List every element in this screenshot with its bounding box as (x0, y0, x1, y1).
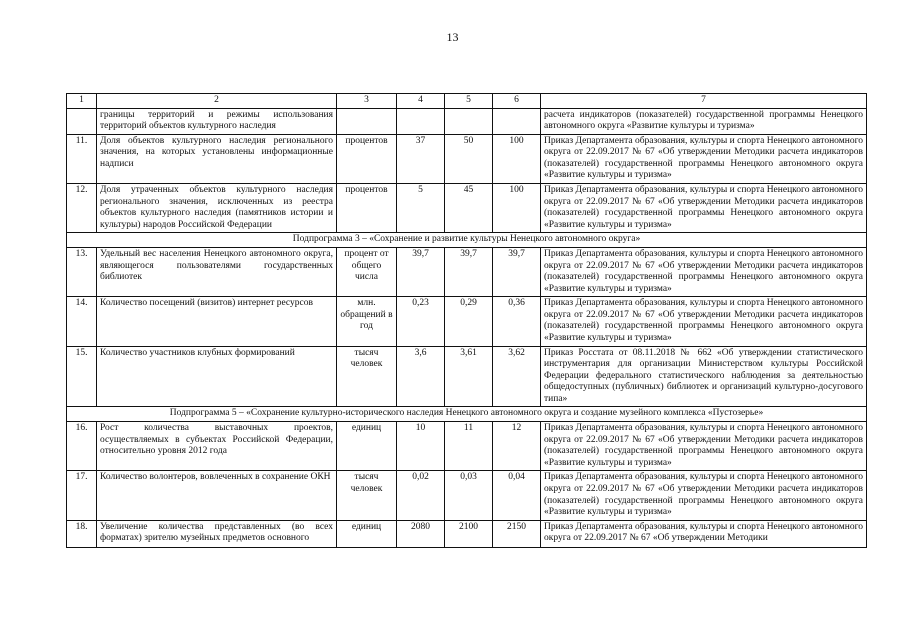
page-number: 13 (446, 30, 459, 44)
unit-cell: единиц (337, 422, 397, 471)
subprogram-row (67, 407, 867, 422)
value-cell: 12 (493, 422, 541, 471)
value-cell (445, 108, 493, 134)
value-cell: 3,62 (493, 346, 541, 407)
value-cell: 2080 (397, 520, 445, 547)
value-cell: 100 (493, 134, 541, 183)
methodology-source: Приказ Департамента образования, культуры и спорта Ненецкого автономного округа от 22.09.2017 № 67 «Об утверждении Методики расчета индикаторов (показателей) государственной программы Ненецкого автономного округа «Развитие культуры и туризма» (541, 422, 867, 471)
value-cell: 0,23 (397, 297, 445, 346)
unit-cell: тысяч человек (337, 471, 397, 520)
value-cell: 0,04 (493, 471, 541, 520)
column-header: 7 (541, 94, 867, 109)
methodology-source: Приказ Департамента образования, культуры и спорта Ненецкого автономного округа от 22.09.2017 № 67 «Об утверждении Методики расчета индикаторов (показателей) государственной программы Ненецкого автономного округа «Развитие культуры и туризма» (541, 247, 867, 296)
subprogram-title: Подпрограмма 3 – «Сохранение и развитие культуры Ненецкого автономного округа» (67, 233, 867, 248)
value-cell: 11 (445, 422, 493, 471)
row-number: 18. (67, 520, 97, 547)
unit-cell: единиц (337, 520, 397, 547)
table-row (67, 346, 867, 407)
subprogram-row (67, 233, 867, 248)
value-cell: 3,61 (445, 346, 493, 407)
row-number: 13. (67, 247, 97, 296)
table-row (67, 297, 867, 346)
methodology-source: Приказ Департамента образования, культуры и спорта Ненецкого автономного округа от 22.09.2017 № 67 «Об утверждении Методики расчета индикаторов (показателей) государственной программы Ненецкого автономного округа «Развитие культуры и туризма» (541, 297, 867, 346)
indicator-name: Количество посещений (визитов) интернет ресурсов (97, 297, 337, 346)
value-cell: 45 (445, 184, 493, 233)
table-row (67, 134, 867, 183)
value-cell: 5 (397, 184, 445, 233)
row-number: 17. (67, 471, 97, 520)
unit-cell: процентов (337, 184, 397, 233)
row-number (67, 108, 97, 134)
row-number: 12. (67, 184, 97, 233)
value-cell: 39,7 (445, 247, 493, 296)
column-header: 1 (67, 94, 97, 109)
unit-cell: тысяч человек (337, 346, 397, 407)
table-row (67, 247, 867, 296)
value-cell: 0,29 (445, 297, 493, 346)
value-cell: 0,02 (397, 471, 445, 520)
table-body (67, 108, 867, 547)
row-number: 11. (67, 134, 97, 183)
indicator-name: границы территорий и режимы использования территорий объектов культурного наследия (97, 108, 337, 134)
unit-cell: процент от общего числа (337, 247, 397, 296)
methodology-source: Приказ Департамента образования, культуры и спорта Ненецкого автономного округа от 22.09.2017 № 67 «Об утверждении Методики расчета индикаторов (показателей) государственной программы Ненецкого автономного округа «Развитие культуры и туризма» (541, 134, 867, 183)
column-header: 2 (97, 94, 337, 109)
value-cell: 2100 (445, 520, 493, 547)
indicator-name: Доля объектов культурного наследия регионального значения, на которых установлены информационные надписи (97, 134, 337, 183)
value-cell: 50 (445, 134, 493, 183)
indicator-name: Увеличение количества представленных (во всех форматах) зрителю музейных предметов основного (97, 520, 337, 547)
row-number: 14. (67, 297, 97, 346)
methodology-source: Приказ Департамента образования, культуры и спорта Ненецкого автономного округа от 22.09.2017 № 67 «Об утверждении Методики расчета индикаторов (показателей) государственной программы Ненецкого автономного округа «Развитие культуры и туризма» (541, 471, 867, 520)
value-cell: 0,36 (493, 297, 541, 346)
value-cell: 3,6 (397, 346, 445, 407)
table-row (67, 184, 867, 233)
value-cell: 39,7 (397, 247, 445, 296)
value-cell: 37 (397, 134, 445, 183)
methodology-source: Приказ Департамента образования, культуры и спорта Ненецкого автономного округа от 22.09.2017 № 67 «Об утверждении Методики (541, 520, 867, 547)
value-cell: 100 (493, 184, 541, 233)
column-header: 4 (397, 94, 445, 109)
table-row (67, 520, 867, 547)
indicator-name: Количество участников клубных формирований (97, 346, 337, 407)
column-header: 3 (337, 94, 397, 109)
indicator-name: Удельный вес населения Ненецкого автономного округа, являющегося пользователями государственных библиотек (97, 247, 337, 296)
row-number: 15. (67, 346, 97, 407)
value-cell (397, 108, 445, 134)
column-header: 6 (493, 94, 541, 109)
indicator-name: Доля утраченных объектов культурного наследия регионального значения, исключенных из реестра объектов культурного наследия (памятников истории и культуры) народов Российской Федерации (97, 184, 337, 233)
table-header-row (67, 94, 867, 109)
indicator-name: Рост количества выставочных проектов, осуществляемых в субъектах Российской Федерации, относительно уровня 2012 года (97, 422, 337, 471)
value-cell: 0,03 (445, 471, 493, 520)
indicators-table (66, 93, 867, 548)
row-number: 16. (67, 422, 97, 471)
table-row (67, 471, 867, 520)
indicator-name: Количество волонтеров, вовлеченных в сохранение ОКН (97, 471, 337, 520)
unit-cell: млн. обращений в год (337, 297, 397, 346)
methodology-source: Приказ Департамента образования, культуры и спорта Ненецкого автономного округа от 22.09.2017 № 67 «Об утверждении Методики расчета индикаторов (показателей) государственной программы Ненецкого автономного округа «Развитие культуры и туризма» (541, 184, 867, 233)
methodology-source: расчета индикаторов (показателей) государственной программы Ненецкого автономного округа «Развитие культуры и туризма» (541, 108, 867, 134)
unit-cell (337, 108, 397, 134)
unit-cell: процентов (337, 134, 397, 183)
column-header: 5 (445, 94, 493, 109)
value-cell: 39,7 (493, 247, 541, 296)
table-row (67, 108, 867, 134)
value-cell: 2150 (493, 520, 541, 547)
table-row (67, 422, 867, 471)
value-cell: 10 (397, 422, 445, 471)
value-cell (493, 108, 541, 134)
methodology-source: Приказ Росстата от 08.11.2018 № 662 «Об утверждении статистического инструментария для организации Министерством культуры Российской Федерации федерального статистического наблюдения за деятельностью общедоступных (публичных) библиотек и организаций культурно-досугового типа» (541, 346, 867, 407)
subprogram-title: Подпрограмма 5 – «Сохранение культурно-исторического наследия Ненецкого автономного округа и создание музейного комплекса «Пустозерье» (67, 407, 867, 422)
